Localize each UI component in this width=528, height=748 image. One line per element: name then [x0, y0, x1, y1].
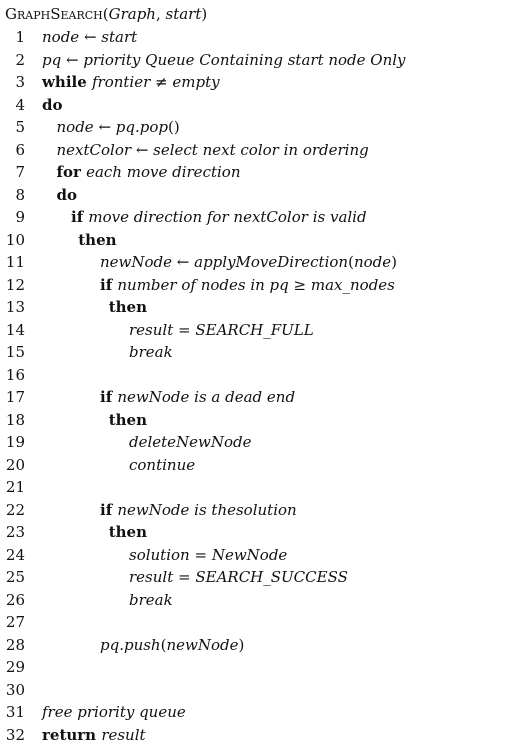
line-number: 16	[5, 365, 25, 384]
code-token: pq.pop	[115, 118, 169, 136]
line-code	[78, 229, 116, 251]
line-number: 7	[15, 163, 25, 181]
keyword: if	[100, 388, 118, 406]
line-code	[71, 206, 367, 228]
code-token: nextColor	[56, 140, 136, 159]
line-code	[42, 94, 63, 116]
code-token: pq.push	[100, 635, 161, 654]
code-token: ←	[65, 50, 84, 69]
header-close-paren: )	[201, 5, 208, 23]
line-code	[109, 521, 147, 543]
line-number: 13	[5, 298, 25, 316]
line-code	[100, 499, 297, 521]
line-code	[42, 71, 220, 93]
code-token: )	[391, 253, 397, 271]
line-code	[129, 544, 287, 566]
code-token: (	[160, 635, 167, 654]
code-token: newNode	[166, 635, 239, 654]
keyword: for	[56, 163, 87, 181]
code-token: solution	[129, 545, 195, 564]
code-token: =	[194, 545, 212, 564]
code-token: deleteNewNode	[129, 433, 252, 451]
code-token: =	[178, 320, 196, 339]
code-token: =	[178, 568, 196, 586]
header-param-start: start	[165, 5, 202, 23]
line-number: 29	[5, 658, 25, 676]
code-token: ≥	[293, 275, 311, 294]
keyword: if	[100, 500, 118, 519]
line-code	[42, 701, 186, 723]
line-code	[129, 589, 173, 611]
line-code	[100, 251, 397, 273]
code-token: SEARCH_FULL	[195, 320, 314, 339]
code-token: NewNode	[211, 545, 288, 564]
keyword: if	[100, 275, 118, 294]
line-number: 6	[15, 140, 25, 159]
code-token: break	[129, 590, 173, 609]
keyword: then	[78, 230, 117, 249]
keyword: while	[42, 73, 92, 91]
code-token: move direction for nextColor is valid	[88, 208, 367, 226]
line-number: 15	[5, 343, 25, 361]
algorithm-name: GraphSearch	[5, 5, 103, 23]
line-number: 1	[15, 28, 25, 46]
line-number: 10	[5, 230, 25, 249]
code-token: frontier	[91, 73, 156, 91]
line-number: 32	[5, 725, 25, 744]
line-code	[57, 139, 369, 161]
code-token: free priority queue	[42, 703, 186, 721]
line-number: 18	[5, 410, 25, 429]
code-token: (	[348, 253, 354, 271]
line-number: 19	[5, 433, 25, 451]
keyword: if	[71, 208, 89, 226]
line-code	[42, 49, 406, 71]
code-token: break	[129, 343, 173, 361]
code-token: newNode is thesolution	[117, 500, 297, 519]
line-number: 17	[5, 388, 25, 406]
line-code	[109, 296, 147, 318]
keyword: then	[108, 523, 147, 541]
code-token: continue	[129, 455, 196, 474]
line-code	[129, 431, 252, 453]
line-code	[129, 319, 314, 341]
algorithm-header	[5, 3, 207, 25]
line-number: 9	[15, 208, 25, 226]
line-code	[129, 454, 195, 476]
code-token: newNode is a dead end	[117, 388, 296, 406]
header-param-graph: Graph	[108, 5, 156, 23]
code-token: priority Queue Containing start node Only	[83, 50, 406, 69]
code-token: ←	[98, 118, 116, 136]
code-token: max_nodes	[310, 275, 395, 294]
line-code	[129, 566, 348, 588]
code-token: ≠	[155, 73, 173, 91]
line-code	[57, 116, 180, 138]
line-code	[57, 161, 241, 183]
code-token: result	[101, 725, 146, 744]
code-token: node	[353, 253, 392, 271]
line-code	[109, 409, 147, 431]
code-token: result	[129, 568, 178, 586]
line-number: 3	[15, 73, 25, 91]
code-token: ()	[168, 118, 180, 136]
line-code	[57, 184, 78, 206]
code-token: pq	[42, 50, 66, 69]
code-token: start	[101, 28, 138, 46]
line-number: 25	[5, 568, 25, 586]
line-number: 24	[5, 545, 25, 564]
line-number: 23	[5, 523, 25, 541]
keyword: do	[42, 95, 63, 114]
code-token: applyMoveDirection	[194, 253, 349, 271]
line-number: 11	[5, 253, 25, 271]
line-number: 31	[5, 703, 25, 721]
code-token: )	[238, 635, 245, 654]
line-number: 27	[5, 613, 25, 631]
line-number: 30	[5, 680, 25, 699]
code-token: select next color in ordering	[153, 140, 369, 159]
header-separator: ,	[155, 5, 166, 23]
code-token: empty	[172, 73, 220, 91]
code-token: each move direction	[86, 163, 241, 181]
keyword: return	[42, 725, 102, 744]
line-code	[100, 634, 244, 656]
line-code	[100, 386, 295, 408]
code-token: ←	[83, 28, 102, 46]
line-number: 14	[5, 320, 25, 339]
line-number: 22	[5, 500, 25, 519]
line-code	[129, 341, 173, 363]
line-number: 21	[5, 478, 25, 496]
line-number: 26	[5, 590, 25, 609]
code-token: number of nodes in pq	[117, 275, 294, 294]
line-number: 4	[15, 95, 25, 114]
code-token: result	[129, 320, 178, 339]
line-number: 12	[5, 275, 25, 294]
line-number: 28	[5, 635, 25, 654]
line-code	[42, 724, 146, 746]
keyword: then	[108, 298, 147, 316]
line-number: 5	[15, 118, 25, 136]
line-number: 2	[15, 50, 25, 69]
line-number: 20	[5, 455, 25, 474]
keyword: do	[56, 185, 77, 204]
line-number: 8	[15, 185, 25, 204]
line-code	[100, 274, 395, 296]
header-open-paren: (	[102, 5, 109, 23]
code-token: newNode	[100, 253, 177, 271]
code-token: ←	[176, 253, 195, 271]
code-token: ←	[135, 140, 154, 159]
keyword: then	[108, 410, 147, 429]
line-code	[42, 26, 137, 48]
code-token: node	[42, 28, 84, 46]
code-token: SEARCH_SUCCESS	[195, 568, 348, 586]
code-token: node	[56, 118, 99, 136]
